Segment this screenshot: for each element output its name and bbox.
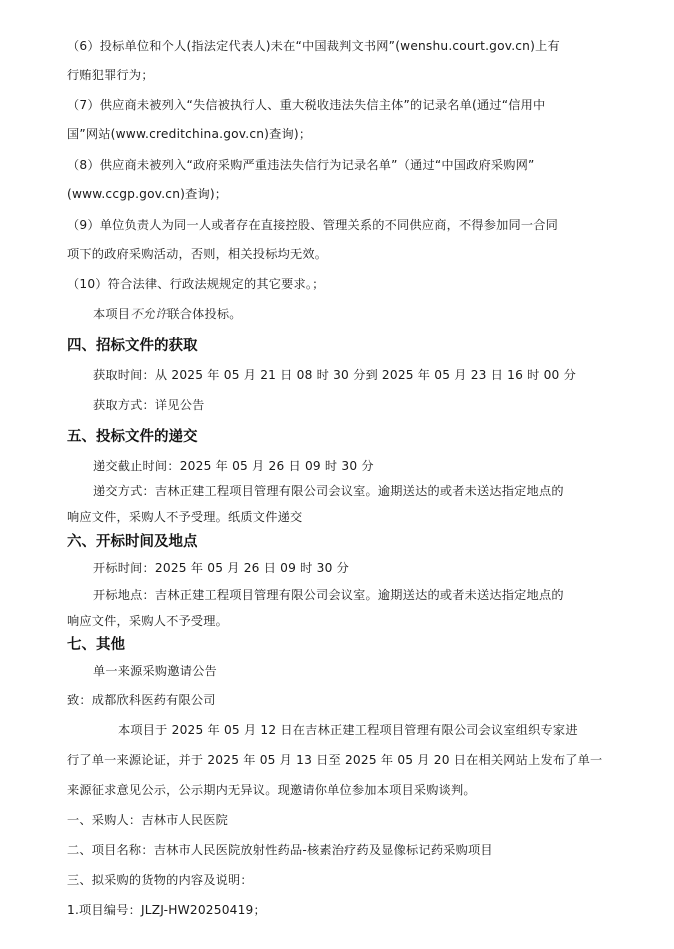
consortium-value: 不允许 [130,307,168,321]
section-7-heading: 七、其他 [67,637,125,653]
goods-description-heading: 三、拟采购的货物的内容及说明： [67,873,253,887]
opening-place-line1: 开标地点：吉林正建工程项目管理有限公司会议室。逾期送达的或者未送达指定地点的 [93,588,564,602]
section-6-heading: 六、开标时间及地点 [67,534,198,550]
invitation-paragraph-line1: 本项目于 2025 年 05 月 12 日在吉林正建工程项目管理有限公司会议室组织专家进 [118,723,578,737]
opening-place-line2: 响应文件，采购人不予受理。 [67,614,229,628]
requirement-8-line1: （8）供应商未被列入“政府采购严重违法失信行为记录名单”（通过“中国政府采购网” [67,158,535,172]
submission-method-line1: 递交方式：吉林正建工程项目管理有限公司会议室。逾期送达的或者未送达指定地点的 [93,484,564,498]
project-name: 二、项目名称：吉林市人民医院放射性药品-核素治疗药及显像标记药采购项目 [67,843,493,857]
requirement-7-line1: （7）供应商未被列入“失信被执行人、重大税收违法失信主体”的记录名单(通过“信用中 [67,98,546,112]
consortium-statement [93,306,242,322]
requirement-10: （10）符合法律、行政法规规定的其它要求。； [67,277,325,291]
submission-method-line2: 响应文件，采购人不予受理。纸质文件递交 [67,510,303,524]
submission-deadline: 递交截止时间：2025 年 05 月 26 日 09 时 30 分 [93,459,374,473]
acquisition-time: 获取时间：从 2025 年 05 月 21 日 08 时 30 分到 2025 年 05 月 23 日 16 时 00 分 [93,368,576,382]
invitation-addressee: 致：成都欣科医药有限公司 [67,693,216,707]
invitation-paragraph-line3: 来源征求意见公示，公示期内无异议。现邀请你单位参加本项目采购谈判。 [67,783,476,797]
section-5-heading: 五、投标文件的递交 [67,429,198,445]
section-4-heading: 四、招标文件的获取 [67,338,198,354]
consortium-suffix: 联合体投标。 [167,307,242,321]
invitation-title: 单一来源采购邀请公告 [93,664,217,678]
invitation-paragraph-line2: 行了单一来源论证，并于 2025 年 05 月 13 日至 2025 年 05 月 20 日在相关网站上发布了单一 [67,753,603,767]
requirement-6-line2: 行贿犯罪行为； [67,68,154,82]
requirement-8-line2: (www.ccgp.gov.cn)查询)； [67,187,228,201]
requirement-9-line1: （9）单位负责人为同一人或者存在直接控股、管理关系的不同供应商，不得参加同一合同 [67,218,559,232]
opening-time: 开标时间：2025 年 05 月 26 日 09 时 30 分 [93,561,349,575]
requirement-6-line1: （6）投标单位和个人(指法定代表人)未在“中国裁判文书网”(wenshu.court.gov.cn)上有 [67,39,560,53]
purchaser: 一、采购人：吉林市人民医院 [67,813,229,827]
consortium-prefix: 本项目 [93,307,131,321]
acquisition-method: 获取方式：详见公告 [93,398,205,412]
project-number: 1.项目编号：JLZJ-HW20250419； [67,903,266,917]
requirement-9-line2: 项下的政府采购活动，否则，相关投标均无效。 [67,247,328,261]
requirement-7-line2: 国”网站(www.creditchina.gov.cn)查询)； [67,127,312,141]
